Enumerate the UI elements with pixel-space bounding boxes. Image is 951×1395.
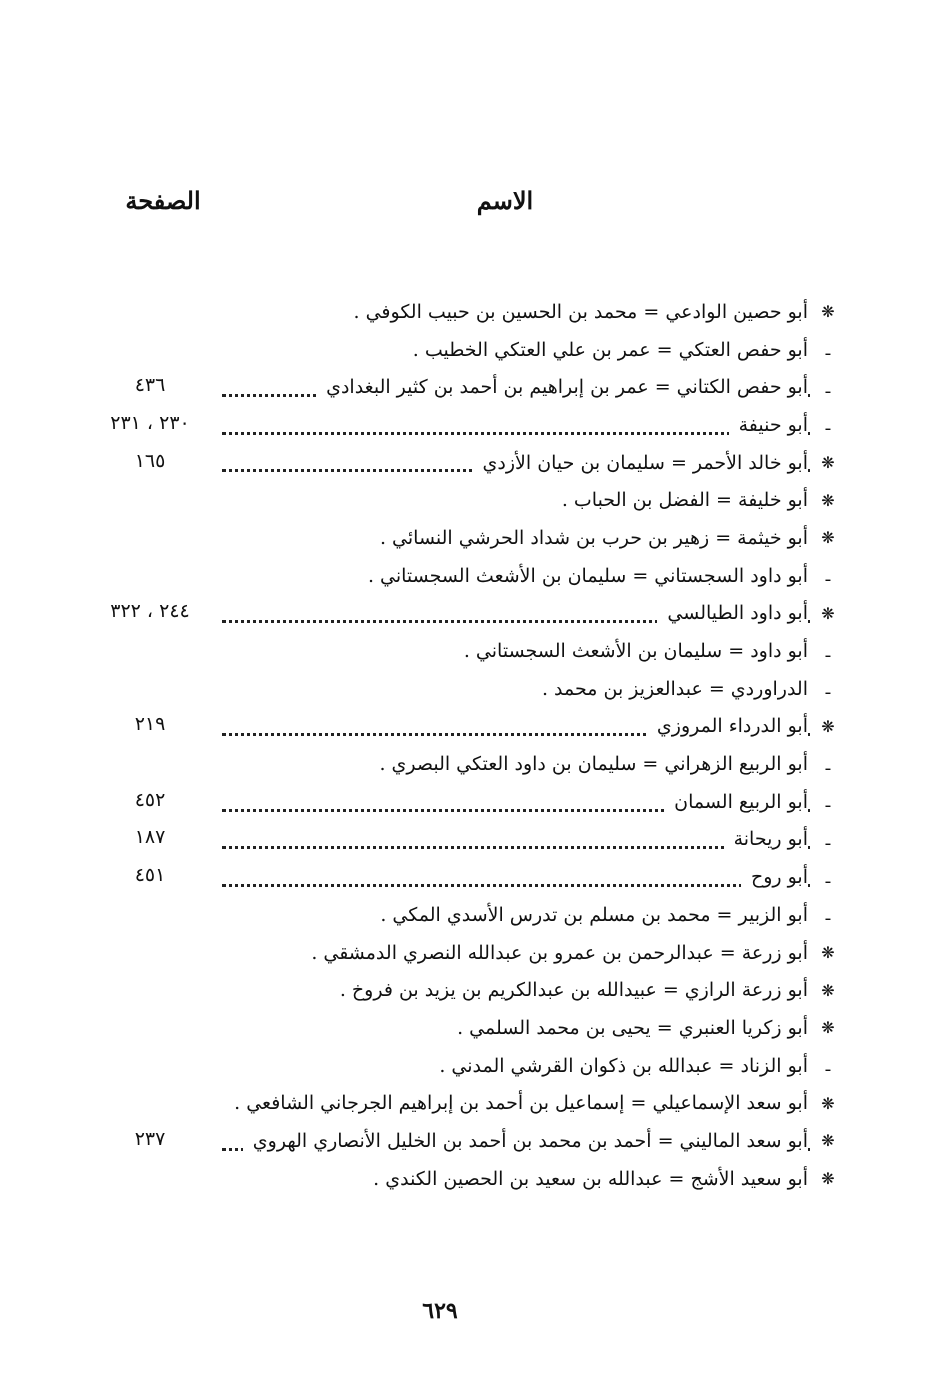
- entry-name: أبو سعد الماليني = أحمد بن محمد بن أحمد بن الخليل الأنصاري الهروي: [243, 1130, 808, 1152]
- entry-name: أبو زرعة = عبدالرحمن بن عمرو بن عبدالله النصري الدمشقي: [323, 941, 808, 964]
- entry-name: أبو حفص الكتاني = عمر بن إبراهيم بن أحمد بن كثير البغدادي: [316, 376, 808, 398]
- entry-name: أبو خالد الأحمر = سليمان بن حيان الأزدي: [473, 452, 808, 474]
- index-entry: [100, 1009, 840, 1047]
- dash-marker-icon: ـ: [825, 829, 831, 849]
- entry-end-dot: .: [353, 300, 360, 323]
- asterism-marker-icon: ❋: [821, 943, 835, 963]
- asterism-marker-icon: ❋: [821, 1131, 835, 1151]
- entry-pages: ٤٥١: [134, 863, 166, 886]
- dash-marker-icon: ـ: [825, 867, 831, 887]
- asterism-marker-icon: ❋: [821, 1169, 835, 1189]
- dash-marker-icon: ـ: [825, 415, 831, 435]
- dot-leader: [222, 846, 810, 849]
- asterism-marker-icon: ❋: [821, 490, 835, 510]
- page-number: ٦٢٩: [422, 1298, 458, 1324]
- entry-pages: ٤٣٦: [134, 374, 166, 397]
- index-entry: [100, 368, 840, 406]
- dash-marker-icon: ـ: [825, 905, 831, 925]
- entry-pages: ١٦٥: [134, 449, 166, 472]
- index-entries: [100, 293, 840, 1198]
- entry-end-dot: .: [542, 677, 549, 700]
- index-entry: [100, 1160, 840, 1198]
- entry-end-dot: .: [367, 564, 374, 587]
- index-entry: [100, 858, 840, 896]
- entry-name: أبو روح: [741, 866, 808, 888]
- name-column-header: الاسم: [476, 186, 534, 215]
- dot-leader: [222, 884, 810, 887]
- entry-end-dot: .: [379, 753, 386, 776]
- dash-marker-icon: ـ: [825, 377, 831, 397]
- entry-end-dot: .: [561, 489, 568, 512]
- index-entry: [100, 896, 840, 934]
- index-entry: [100, 1047, 840, 1085]
- entry-end-dot: .: [380, 526, 387, 549]
- entry-end-dot: .: [380, 903, 387, 926]
- page-column-header: الصفحة: [125, 186, 201, 215]
- index-entry: [100, 934, 840, 972]
- entry-name: أبو خليفة = الفضل بن الحباب: [573, 489, 808, 512]
- dash-marker-icon: ـ: [825, 754, 831, 774]
- entry-name: أبو الزناد = عبدالله بن ذكوان القرشي المدني: [451, 1054, 808, 1077]
- entry-name: أبو الربيع الزهراني = سليمان بن داود العتكي البصري: [391, 753, 808, 776]
- entry-name: أبو داود = سليمان بن الأشعث السجستاني: [475, 640, 808, 663]
- dash-marker-icon: ـ: [825, 641, 831, 661]
- asterism-marker-icon: ❋: [821, 980, 835, 1000]
- dot-leader: [222, 432, 810, 435]
- index-entry: [100, 331, 840, 369]
- entry-pages: ٢٣٠ ، ٢٣١: [110, 411, 190, 434]
- index-entry: [100, 557, 840, 595]
- entry-end-dot: .: [234, 1092, 241, 1115]
- asterism-marker-icon: ❋: [821, 716, 835, 736]
- dash-marker-icon: ـ: [825, 1056, 831, 1076]
- index-entry: [100, 293, 840, 331]
- dash-marker-icon: ـ: [825, 566, 831, 586]
- entry-pages: ٤٥٢: [134, 788, 166, 811]
- asterism-marker-icon: ❋: [821, 528, 835, 548]
- dash-marker-icon: ـ: [825, 679, 831, 699]
- entry-end-dot: .: [412, 338, 419, 361]
- entry-end-dot: .: [311, 941, 318, 964]
- entry-name: أبو حنيفة: [729, 414, 808, 436]
- entry-name: أبو سعيد الأشج = عبدالله بن سعيد بن الحصين الكندي: [385, 1167, 808, 1190]
- entry-name: أبو الدرداء المروزي: [647, 715, 808, 737]
- entry-name: أبو ريحانة: [724, 828, 808, 850]
- entry-name: أبو حفص العتكي = عمر بن علي العتكي الخطيب: [424, 338, 808, 361]
- dash-marker-icon: ـ: [825, 792, 831, 812]
- asterism-marker-icon: ❋: [821, 453, 835, 473]
- entry-end-dot: .: [373, 1167, 380, 1190]
- asterism-marker-icon: ❋: [821, 302, 835, 322]
- entry-end-dot: .: [339, 979, 346, 1002]
- entry-name: أبو داود الطيالسي: [657, 602, 808, 624]
- entry-name: الدراوردي = عبدالعزيز بن محمد: [554, 677, 808, 700]
- index-entry: [100, 444, 840, 482]
- entry-end-dot: .: [463, 640, 470, 663]
- entry-name: أبو داود السجستاني = سليمان بن الأشعث السجستاني: [380, 564, 808, 587]
- entry-end-dot: .: [439, 1054, 446, 1077]
- entry-pages: ٢١٩: [134, 713, 166, 736]
- entry-name: أبو الربيع السمان: [664, 791, 808, 813]
- index-entry: [100, 519, 840, 557]
- entry-name: أبو زرعة الرازي = عبيدالله بن عبدالكريم بن يزيد بن فروخ: [351, 979, 808, 1002]
- index-entry: [100, 783, 840, 821]
- entry-name: أبو زكريا العنبري = يحيى بن محمد السلمي: [469, 1016, 808, 1039]
- entry-pages: ١٨٧: [134, 826, 166, 849]
- index-entry: [100, 406, 840, 444]
- asterism-marker-icon: ❋: [821, 603, 835, 623]
- index-entry: [100, 632, 840, 670]
- entry-name: أبو سعد الإسماعيلي = إسماعيل بن أحمد بن إبراهيم الجرجاني الشافعي: [246, 1092, 808, 1115]
- index-entry: [100, 708, 840, 746]
- asterism-marker-icon: ❋: [821, 1093, 835, 1113]
- entry-name: أبو الزبير = محمد بن مسلم بن تدرس الأسدي المكي: [392, 903, 808, 926]
- index-entry: [100, 821, 840, 859]
- index-entry: [100, 1084, 840, 1122]
- asterism-marker-icon: ❋: [821, 1018, 835, 1038]
- dash-marker-icon: ـ: [825, 340, 831, 360]
- index-entry: [100, 595, 840, 633]
- entry-name: أبو حصين الوادعي = محمد بن الحسين بن حبيب الكوفي: [365, 300, 808, 323]
- index-entry: [100, 1122, 840, 1160]
- entry-pages: ٢٤٤ ، ٣٢٢: [110, 600, 190, 623]
- entry-end-dot: .: [457, 1016, 464, 1039]
- entry-pages: ٢٣٧: [134, 1127, 166, 1150]
- index-entry: [100, 481, 840, 519]
- entry-name: أبو خيثمة = زهير بن حرب بن شداد الحرشي النسائي: [392, 526, 808, 549]
- index-entry: [100, 670, 840, 708]
- index-entry: [100, 745, 840, 783]
- index-entry: [100, 971, 840, 1009]
